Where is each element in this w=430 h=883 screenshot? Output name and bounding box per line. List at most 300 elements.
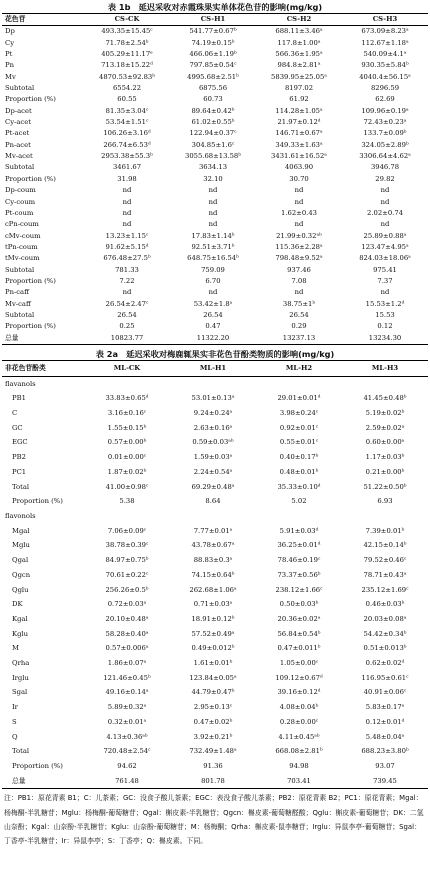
table-cell: nd [122, 208, 132, 217]
table-cell: 25.89±0.88ᵃ [363, 231, 407, 240]
table-cell: 15.53±1.2ᵈ [365, 299, 405, 308]
row-label: Qgal [12, 556, 29, 565]
table-cell: 0.92±0.01ᶜ [279, 423, 319, 432]
table-cell: 26.54 [289, 310, 309, 319]
table-cell: 405.29±11.17ᵉ [101, 50, 153, 59]
table-cell: 29.82 [375, 174, 395, 183]
table-cell: 937.46 [287, 265, 311, 274]
table-row [2, 38, 428, 49]
table-cell: 5.48±0.04ᵃ [365, 732, 405, 741]
table-cell: 0.25 [119, 322, 135, 331]
table-row [2, 197, 428, 208]
row-label: Ir [12, 703, 18, 712]
table-cell: 0.49±0.012ᵇ [191, 644, 235, 653]
row-label: Pn-acet [5, 140, 31, 149]
table-cell: 91.62±5.15ᵈ [105, 242, 149, 251]
table-cell: 5839.95±25.05ᵃ [271, 72, 327, 81]
table-cell: 20.03±0.08ᵃ [363, 614, 407, 623]
table-row [2, 450, 428, 465]
row-label: Pn-caff [5, 288, 29, 297]
table-row [2, 287, 428, 298]
table-cell: nd [122, 197, 132, 206]
table-cell: 1.17±0.03ᵇ [365, 453, 405, 462]
table-row [2, 656, 428, 671]
table-cell: 3.92±0.21ᵇ [193, 732, 233, 741]
table-cell: 30.70 [289, 174, 309, 183]
table-cell: nd [122, 220, 132, 229]
table-row [2, 480, 428, 495]
table-cell: 0.12±0.01ᵈ [365, 717, 405, 726]
table-row [2, 641, 428, 656]
table-cell: 42.15±0.14ᵇ [363, 541, 407, 550]
table-cell: 54.42±0.34ᵇ [363, 629, 407, 638]
table-cell: 93.07 [375, 761, 395, 770]
table-cell: 13.23±1.15ᶜ [105, 231, 149, 240]
table-cell: 493.35±15.45ᶜ [101, 27, 153, 36]
table-cell: 540.09±4.1ᵃ [363, 50, 407, 59]
table-cell: 266.74±6.53ᵈ [103, 140, 151, 149]
table-row [2, 174, 428, 185]
column-header: 非花色苷酚类 [2, 360, 84, 376]
row-label: Subtotal [5, 163, 35, 172]
table-row [2, 253, 428, 264]
table-cell: 0.57±0.006ᵃ [105, 644, 149, 653]
row-label: Kgal [12, 614, 28, 623]
table-row [2, 509, 428, 524]
table-cell: 4.11±0.45ᵃᵇ [278, 732, 320, 741]
table-cell: 122.94±0.37ᶜ [189, 129, 237, 138]
table-cell: 5.38 [119, 497, 135, 506]
table-row [2, 538, 428, 553]
row-label: cPn-coum [5, 220, 39, 229]
table-cell: 0.48±0.01ᵇ [279, 467, 319, 476]
row-label: Total [12, 482, 30, 491]
table-cell: 0.55±0.01ᶜ [279, 438, 319, 447]
table-cell: 60.55 [117, 95, 137, 104]
table-cell [84, 509, 170, 524]
table-cell: 81.35±3.04ᶜ [105, 106, 149, 115]
table-cell: 797.85±0.54ᶜ [189, 61, 237, 70]
table-cell: 6554.22 [112, 84, 142, 93]
table-cell: 4.08±0.04ᵇ [279, 703, 319, 712]
table-cell: 5.91±0.03ᵈ [279, 526, 319, 535]
table-row [2, 421, 428, 436]
table-cell: 133.7±0.09ᵇ [363, 129, 407, 138]
table-cell: 2.02±0.74 [367, 208, 403, 217]
table-cell: 4870.53±92.83ᵇ [99, 72, 155, 81]
table-cell: 62.69 [375, 95, 395, 104]
table-cell: 26.54 [117, 310, 137, 319]
table-cell: nd [294, 197, 304, 206]
table-cell: 304.85±1.6ᶜ [191, 140, 235, 149]
table-cell: 61.02±0.55ᵇ [191, 118, 235, 127]
table-cell: 41.00±0.98ᶜ [105, 482, 149, 491]
table-cell: 349.33±1.63ᵃ [275, 140, 323, 149]
table-cell: 238.12±1.66ᶜ [275, 585, 323, 594]
table-cell: 2.24±0.54ᵃ [193, 467, 233, 476]
row-label: Proportion (%) [12, 497, 63, 506]
column-header: ML-H2 [256, 360, 342, 376]
table-cell: 44.79±0.47ᵇ [191, 688, 235, 697]
table-cell: 0.62±0.02ᵈ [365, 659, 405, 668]
table-cell: 88.83±0.3ᵃ [193, 556, 233, 565]
table-cell: 11322.20 [170, 333, 256, 345]
table-cell: 0.32±0.01ᵃ [107, 717, 147, 726]
table-cell: 673.09±8.23ᵃ [361, 27, 409, 36]
row-label: Mglu [12, 541, 30, 550]
table-cell: 3055.68±13.58ᵇ [185, 152, 241, 161]
table-row [2, 774, 428, 789]
table-cell: 1.59±0.03ᵃ [193, 453, 233, 462]
table-cell: 739.45 [342, 774, 428, 789]
table-cell: 17.83±1.14ᵇ [191, 231, 235, 240]
table-cell: 7.39±0.01ᵇ [365, 526, 405, 535]
table-cell: 38.75±1ᵇ [282, 299, 316, 308]
table-cell: 3634.13 [198, 163, 228, 172]
table-cell [170, 376, 256, 391]
table-row [2, 26, 428, 38]
row-label: Qrha [12, 659, 30, 668]
row-label: Mv [5, 72, 16, 81]
column-header: ML-H3 [342, 360, 428, 376]
table-cell: 1.61±0.01ᵇ [193, 659, 233, 668]
row-label: EGC [12, 438, 28, 447]
table-cell: 4.13±0.36ᵃᵇ [106, 732, 148, 741]
row-label: Qglu [12, 585, 29, 594]
table-cell: nd [380, 288, 390, 297]
table-row [2, 627, 428, 642]
table-cell: 117.8±1.00ᵃ [277, 38, 321, 47]
table-cell: 5.83±0.17ᵃ [365, 703, 405, 712]
table-row [2, 321, 428, 332]
table-row [2, 524, 428, 539]
row-label: Cy [5, 38, 15, 47]
table-cell: 8.64 [205, 497, 221, 506]
table-row [2, 208, 428, 219]
table-cell: 35.33±0.10ᵈ [277, 482, 321, 491]
table-cell: 56.84±0.54ᵇ [277, 629, 321, 638]
table-cell: 21.97±0.12ᵈ [277, 118, 321, 127]
table-cell: 91.36 [203, 761, 223, 770]
row-label: Pt-acet [5, 129, 30, 138]
table-cell: 1.05±0.00ᶜ [279, 659, 319, 668]
table-cell: nd [208, 288, 218, 297]
table-cell: 0.47±0.02ᵇ [193, 717, 233, 726]
table-cell: 69.29±0.48ᵃ [191, 482, 235, 491]
table-cell: 3.98±0.24ᶜ [279, 409, 319, 418]
table-cell: 89.64±0.42ᵇ [191, 106, 235, 115]
row-label: Proportion (%) [5, 322, 56, 331]
column-header: ML-H1 [170, 360, 256, 376]
table-cell: 566.36±1.95ᵃ [275, 50, 323, 59]
table-cell: nd [294, 288, 304, 297]
table-cell: 13234.30 [342, 333, 428, 345]
table-row [2, 671, 428, 686]
table-row [2, 117, 428, 128]
row-label: Mv-caff [5, 299, 31, 308]
table-cell: 324.05±2.89ᵇ [361, 140, 409, 149]
row-label: Proportion (%) [5, 174, 56, 183]
table-cell: 32.10 [203, 174, 223, 183]
table-cell: 0.71±0.03ᵃ [193, 600, 233, 609]
table-cell: 57.52±0.49ᵃ [191, 629, 235, 638]
row-label: Pn [5, 61, 14, 70]
table-row [2, 140, 428, 151]
table-cell: 0.47 [205, 322, 221, 331]
row-label: PC1 [12, 467, 27, 476]
table-cell: 0.50±0.03ᵇ [279, 600, 319, 609]
table-cell: 801.78 [170, 774, 256, 789]
table-cell: 53.54±1.51ᶜ [105, 118, 149, 127]
table-cell [256, 376, 342, 391]
table-cell: 10823.77 [84, 333, 170, 345]
row-label: Dp-acet [5, 106, 32, 115]
table-cell: 0.12 [377, 322, 393, 331]
row-label: Mv-acet [5, 152, 33, 161]
row-label: Mgal [12, 526, 30, 535]
table-cell: 109.12±0.67ᵈ [275, 673, 323, 682]
table-cell: 94.62 [117, 761, 137, 770]
row-label: S [12, 717, 17, 726]
table-cell: 3306.64±4.62ᵃ [359, 152, 411, 161]
table-row [2, 265, 428, 276]
table-cell: 688.11±3.46ᵃ [275, 27, 323, 36]
table-cell: 0.40±0.17ᵇ [279, 453, 319, 462]
table-cell: 0.60±0.00ᵃ [365, 438, 405, 447]
column-header: CS-H3 [342, 14, 428, 26]
table-row [2, 583, 428, 598]
table-cell: 703.41 [256, 774, 342, 789]
table-cell: nd [208, 208, 218, 217]
table-cell: nd [294, 186, 304, 195]
table-cell: 761.48 [84, 774, 170, 789]
column-header: CS-CK [84, 14, 170, 26]
table-cell: 4995.68±2.51ᵇ [187, 72, 239, 81]
table-cell: 13237.13 [256, 333, 342, 345]
table-cell: 6.93 [377, 497, 393, 506]
table-footnote: 注：PB1：原花青素 B1；C：儿茶素；GC：没食子酸儿茶素；EGC：表没食子酸儿茶素；PB2：原花青素 B2；PC1：原花青素；Mgal：杨梅酮-半乳糖苷；Mglu：杨梅酮-葡萄糖苷；Qgal：槲皮素-半乳糖苷；Qgcn：槲皮素-葡萄糖醛酸；Qglu：槲皮素-葡萄糖苷；DK：二氢山奈酚；Kgal：山奈酚-半乳糖苷；Kglu：山奈酚-葡萄糖苷；M：杨梅酮；Qrha：槲皮素-鼠李糖苷；Irglu：异鼠李亭-葡萄糖苷；Sgal：丁香亭-半乳糖苷；Ir：异鼠李亭；S：丁香亭；Q：槲皮素。下同。 [4, 794, 424, 846]
table-cell: 975.41 [373, 265, 397, 274]
table-row [2, 568, 428, 583]
table-row [2, 242, 428, 253]
table-cell: 235.12±1.69ᶜ [361, 585, 409, 594]
table-cell: 36.25±0.01ᵈ [277, 541, 321, 550]
table-cell: 123.84±0.05ᵃ [189, 673, 237, 682]
table-cell: 40.91±0.06ᶜ [363, 688, 407, 697]
table-cell: 824.03±18.06ᵃ [359, 254, 411, 263]
table-cell: 781.33 [115, 265, 139, 274]
table-cell: 58.28±0.40ᵃ [105, 629, 149, 638]
table-row [2, 730, 428, 745]
table-cell: 0.72±0.03ᵃ [107, 600, 147, 609]
column-header: CS-H2 [256, 14, 342, 26]
table-cell: 146.71±0.67ᵃ [275, 129, 323, 138]
row-label: Kglu [12, 629, 28, 638]
table-2a-caption: 表 2a 延迟采收对梅鹿辄果实非花色苷酚类物质的影响(mg/kg) [95, 348, 335, 359]
row-label: Proportion (%) [12, 761, 63, 770]
table-cell: 116.95±0.61ᶜ [361, 673, 409, 682]
table-cell: nd [208, 220, 218, 229]
table-cell: 7.37 [377, 276, 393, 285]
table-cell: 84.97±0.75ᵇ [105, 556, 149, 565]
table-row [2, 406, 428, 421]
table-cell: 92.51±3.71ᵇ [191, 242, 235, 251]
table-cell: 29.01±0.01ᵈ [277, 394, 321, 403]
table-cell: 930.35±5.84ᵇ [361, 61, 409, 70]
row-label: Qgcn [12, 570, 31, 579]
row-label: Q [12, 732, 18, 741]
table-row [2, 465, 428, 480]
table-cell: 20.10±0.48ᵃ [105, 614, 149, 623]
table-cell: 6875.56 [198, 84, 228, 93]
table-cell: 0.21±0.00ᵇ [365, 467, 405, 476]
row-label: C [12, 409, 18, 418]
table-cell: 9.24±0.24ᵃ [193, 409, 233, 418]
table-row [2, 685, 428, 700]
table-cell: 4063.90 [284, 163, 314, 172]
table-cell: 61.92 [289, 95, 309, 104]
table-cell: 15.53 [375, 310, 395, 319]
table-cell [342, 376, 428, 391]
row-label: flavanols [5, 379, 36, 388]
table-row [2, 744, 428, 759]
table-cell: 72.43±0.23ᵃ [363, 118, 407, 127]
table-cell: 21.99±0.32ᵃᵇ [276, 231, 322, 240]
table-cell: 0.51±0.013ᵇ [363, 644, 407, 653]
row-label: Total [12, 747, 30, 756]
table-cell: 33.83±0.65ᵈ [105, 394, 149, 403]
table-cell: 3.16±0.16ᶜ [107, 409, 147, 418]
table-cell: 121.46±0.45ᵇ [103, 673, 151, 682]
table-cell: 6.70 [205, 276, 221, 285]
table-cell: 123.47±4.95ᵃ [361, 242, 409, 251]
row-label: Pt [5, 50, 13, 59]
table-row [2, 310, 428, 321]
table-cell: 7.22 [119, 276, 135, 285]
table-cell: 51.22±0.50ᵇ [363, 482, 407, 491]
table-cell: 1.87±0.02ᵇ [107, 467, 147, 476]
row-label: Pt-coum [5, 208, 34, 217]
table-cell: 648.75±16.54ᵇ [187, 254, 239, 263]
table-cell: 60.73 [203, 95, 223, 104]
table-cell: nd [294, 220, 304, 229]
table-row [2, 435, 428, 450]
table-row [2, 219, 428, 230]
table-cell: 5.89±0.32ᵃ [107, 703, 147, 712]
table-row [2, 553, 428, 568]
row-label: flavonols [5, 512, 36, 520]
table-cell: 18.91±0.12ᵇ [191, 614, 235, 623]
table-cell: 73.37±0.56ᵇ [277, 570, 321, 579]
table-cell: 115.36±2.28ᵃ [275, 242, 323, 251]
table-row [2, 494, 428, 509]
table-cell: 2.95±0.13ᶜ [193, 703, 233, 712]
row-label: 总量 [2, 774, 84, 789]
table-cell: 7.06±0.09ᶜ [107, 526, 147, 535]
table-cell: 1.86±0.07ᵃ [107, 659, 147, 668]
table-2a-non-anthocyanin-phenolics [2, 360, 428, 789]
table-row [2, 715, 428, 730]
table-row [2, 700, 428, 715]
table-cell: 74.15±0.64ᵇ [191, 570, 235, 579]
table-row [2, 106, 428, 117]
table-cell: 798.48±9.52ᵃ [275, 254, 323, 263]
table-cell: nd [380, 186, 390, 195]
table-header-row [2, 360, 428, 376]
table-cell: 3431.61±16.52ᵃ [271, 152, 327, 161]
table-row [2, 83, 428, 94]
row-label: 总量 [2, 333, 84, 345]
table-cell: nd [208, 197, 218, 206]
table-cell: 7.08 [291, 276, 307, 285]
row-label: tPn-coum [5, 242, 38, 251]
table-cell: 79.52±0.46ᶜ [363, 556, 407, 565]
table-header-row [2, 14, 428, 26]
table-cell: 720.48±2.54ᶜ [103, 747, 151, 756]
table-cell [256, 509, 342, 524]
table-cell: 94.98 [289, 761, 309, 770]
row-label: Sgal [12, 688, 28, 697]
table-cell: 39.16±0.12ᵈ [277, 688, 321, 697]
table-cell: 106.26±3.16ᵈ [103, 129, 151, 138]
table-cell: 541.77±0.67ᵇ [189, 27, 237, 36]
table-cell: 0.59±0.03ᵃᵇ [192, 438, 234, 447]
table-cell: 38.78±0.39ᶜ [105, 541, 149, 550]
table-cell: 1.55±0.15ᵇ [107, 423, 147, 432]
table-row [2, 333, 428, 345]
table-cell: 668.08±2.81ᵇ [275, 747, 323, 756]
table-cell: 1.62±0.43 [281, 208, 317, 217]
table-cell [342, 509, 428, 524]
table-cell: 5.19±0.02ᵇ [365, 409, 405, 418]
row-label: DK [12, 600, 23, 609]
table-cell: 8296.59 [370, 84, 400, 93]
table-cell: 0.29 [291, 322, 307, 331]
table-row [2, 759, 428, 774]
table-cell [170, 509, 256, 524]
table-cell: 41.45±0.48ᵇ [363, 394, 407, 403]
table-cell: 49.16±0.14ᵃ [105, 688, 149, 697]
table-row [2, 376, 428, 391]
table-cell: 2.59±0.02ᵃ [365, 423, 405, 432]
table-cell: nd [208, 186, 218, 195]
table-cell: 20.36±0.02ᵃ [277, 614, 321, 623]
table-cell: 0.46±0.03ᵇ [365, 600, 405, 609]
table-row [2, 49, 428, 60]
table-row [2, 612, 428, 627]
table-cell: 3461.67 [112, 163, 142, 172]
table-cell: 0.47±0.011ᵇ [277, 644, 321, 653]
table-cell: 26.54±2.47ᶜ [105, 299, 149, 308]
table-cell: 112.67±1.18ᵃ [361, 38, 409, 47]
table-1b-anthocyanins [2, 13, 428, 345]
table-cell: 0.28±0.00ᶜ [279, 717, 319, 726]
row-label: GC [12, 423, 23, 432]
table-cell: 114.28±1.05ᵃ [275, 106, 323, 115]
table-cell: 2953.38±55.3ᵇ [101, 152, 153, 161]
table-cell [84, 376, 170, 391]
row-label: Dp [5, 27, 15, 36]
table-cell: 256.26±0.5ᵇ [105, 585, 149, 594]
table-cell: 8197.02 [284, 84, 314, 93]
row-label: Subtotal [5, 265, 35, 274]
row-label: Cy-acet [5, 118, 31, 127]
table-cell: 2.63±0.16ᵃ [193, 423, 233, 432]
table-row [2, 276, 428, 287]
table-cell: 732.49±1.48ᵃ [189, 747, 237, 756]
table-cell: 78.71±0.43ᵃ [363, 570, 407, 579]
row-label: Cy-coum [5, 197, 36, 206]
